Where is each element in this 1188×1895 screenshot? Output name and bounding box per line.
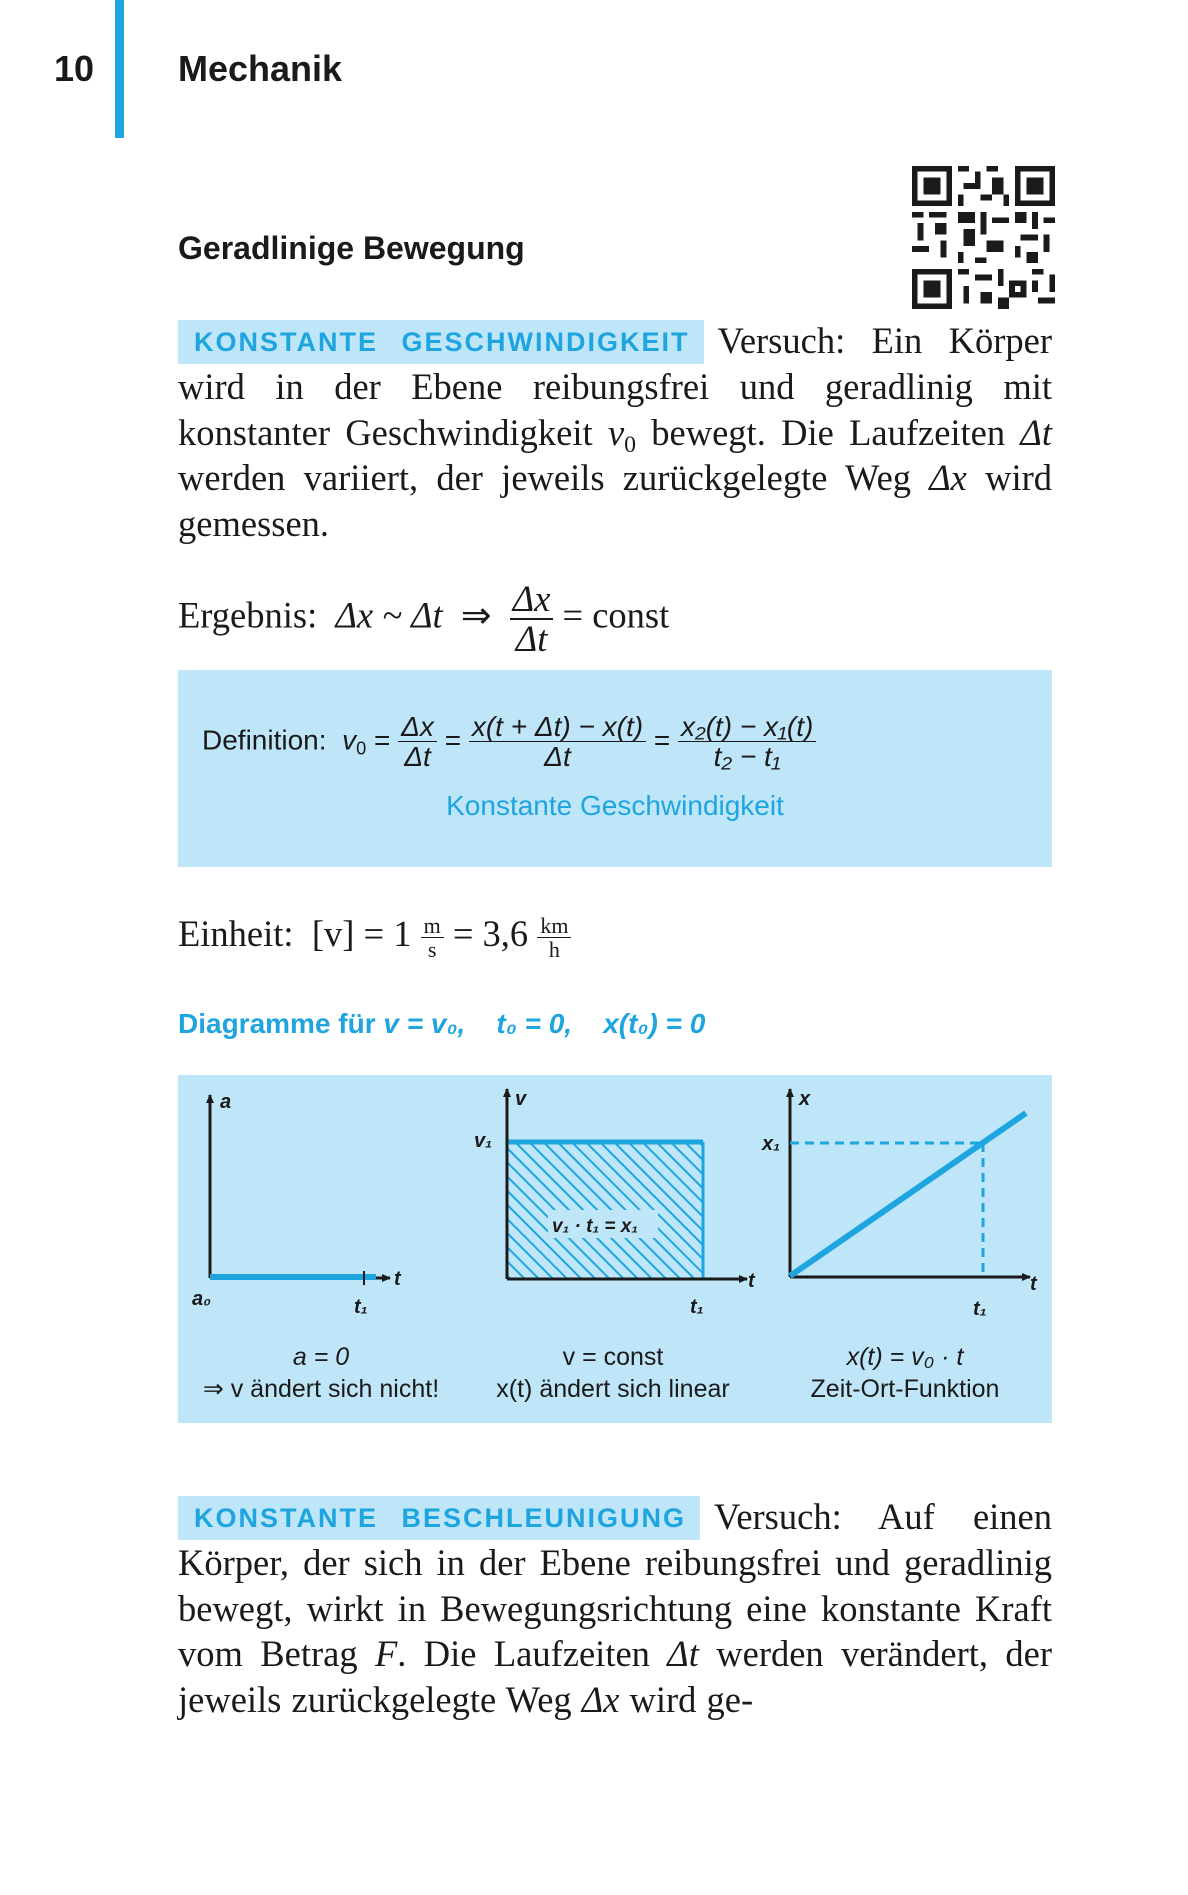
caption-velocity: [468, 1341, 758, 1405]
fraction-denominator: Δt: [398, 741, 437, 771]
definition-caption: Konstante Geschwindigkeit: [446, 790, 784, 821]
tick-label: t₁: [690, 1296, 704, 1318]
definition-formula: [202, 712, 816, 772]
caption-line: a = 0: [292, 1343, 350, 1371]
fraction-numerator: m: [423, 913, 441, 939]
caption-line: Zeit-Ort-Funktion: [810, 1375, 1000, 1403]
unit-label: Einheit:: [178, 913, 294, 954]
fraction-denominator: Δt: [510, 618, 554, 658]
caption-line: x(t) ändert sich linear: [496, 1375, 730, 1403]
area-label: v₁ · t₁ = x₁: [552, 1216, 639, 1237]
fraction: [398, 712, 437, 772]
paragraph-text: werden variiert, der jeweils zurückgelegte Weg: [178, 457, 930, 498]
fraction-denominator: Δt: [469, 741, 646, 771]
tick-label: t₁: [354, 1296, 368, 1318]
diagram-acceleration: [192, 1091, 402, 1318]
implies-symbol: ⇒: [460, 594, 492, 636]
variable: v: [607, 411, 625, 453]
fraction-denominator: t₂ − t₁: [678, 741, 816, 771]
paragraph-text: wird ge-: [619, 1678, 754, 1720]
fraction-numerator: x₂(t) − x₁(t): [681, 711, 814, 742]
diagram-position: [761, 1088, 1038, 1320]
variable: Δt: [1020, 411, 1052, 453]
experiment-label: Versuch:: [717, 320, 846, 361]
variable: Δx: [581, 1678, 620, 1720]
topic-tag: KONSTANTE GESCHWINDIGKEIT: [178, 320, 704, 364]
paragraph-text: werden verändert, der jeweils zurückgelegte Weg: [178, 1633, 1052, 1720]
caption-position: [762, 1341, 1048, 1405]
section-title: Geradlinige Bewegung: [178, 230, 525, 266]
diagram-condition: x(t₀) = 0: [603, 1008, 706, 1039]
motion-diagrams: [178, 1075, 1052, 1345]
paragraph-constant-acceleration: [178, 1494, 1052, 1722]
paragraph-text: Ein Körper wird in der Ebene reibungsfrei und geradlinig mit konstanter Geschwindigkeit: [178, 320, 1052, 453]
position-line: [790, 1113, 1026, 1276]
fraction-numerator: Δx: [512, 578, 551, 619]
y-tick-label: v₁: [474, 1130, 493, 1152]
caption-acceleration: [178, 1341, 464, 1405]
paragraph-text: Auf einen Körper, der sich in der Ebene reibungsfrei und geradlinig bewegt, wirkt in Bewegungsrichtung eine konstante Kraft vom Betrag: [178, 1496, 1052, 1674]
diagram-condition: t₀ = 0,: [496, 1008, 573, 1039]
equals-sign: =: [444, 724, 462, 756]
paragraph-text: wird gemessen.: [178, 457, 1052, 544]
equals-sign: =: [653, 724, 671, 756]
paragraph-constant-velocity: [178, 318, 1052, 546]
diagram-heading: [178, 1008, 705, 1040]
qr-code-icon[interactable]: [912, 166, 1055, 309]
origin-label: a₀: [192, 1288, 212, 1310]
caption-line: v = const: [562, 1343, 664, 1371]
paragraph-text: bewegt. Die Laufzeiten: [636, 411, 1021, 453]
result-formula: [178, 580, 669, 659]
fraction-numerator: Δx: [401, 711, 434, 742]
x-axis-label: t: [748, 1270, 755, 1292]
diagram-velocity: [474, 1088, 756, 1318]
y-tick-label: x₁: [762, 1133, 781, 1155]
fraction-denominator: s: [421, 937, 444, 961]
variable: F: [374, 1633, 398, 1674]
equals-sign: =: [373, 724, 391, 756]
unit-mid: = 3,6: [452, 913, 529, 954]
x-axis-label: t: [1030, 1273, 1037, 1295]
unit-lhs: [v] = 1: [311, 913, 412, 954]
fraction-numerator: km: [540, 913, 569, 939]
subscript: 0: [624, 431, 637, 458]
topic-tag: KONSTANTE BESCHLEUNIGUNG: [178, 1496, 700, 1540]
y-axis-label: x: [799, 1088, 811, 1110]
unit-fraction: [421, 914, 444, 961]
unit-fraction: [537, 914, 571, 961]
x-axis-label: t: [394, 1268, 401, 1290]
fraction-denominator: h: [537, 937, 571, 961]
tick-label: t₁: [973, 1298, 987, 1320]
result-label: Ergebnis:: [178, 594, 318, 636]
diagram-heading-prefix: Diagramme für: [178, 1008, 384, 1039]
result-lhs: Δx ~ Δt: [335, 594, 443, 636]
diagram-condition: v = v₀,: [383, 1008, 466, 1039]
chapter-title: Mechanik: [178, 48, 343, 89]
fraction: [469, 712, 646, 772]
fraction: [678, 712, 816, 772]
result-rhs: = const: [562, 594, 670, 636]
caption-line: ⇒ v ändert sich nicht!: [202, 1375, 440, 1403]
y-axis-label: v: [515, 1088, 527, 1110]
definition-label: Definition:: [202, 724, 327, 756]
caption-line: x(t) = v₀ · t: [846, 1343, 964, 1371]
header-accent-bar: [115, 0, 124, 138]
subscript: 0: [356, 738, 367, 759]
experiment-label: Versuch:: [714, 1496, 842, 1537]
y-axis-label: a: [220, 1091, 232, 1113]
page-number: 10: [54, 48, 95, 89]
variable: v: [342, 724, 357, 756]
unit-formula: [178, 912, 571, 961]
result-fraction: [510, 580, 554, 659]
variable: Δt: [667, 1633, 699, 1674]
fraction-numerator: x(t + Δt) − x(t): [471, 711, 644, 742]
variable: Δx: [929, 457, 967, 498]
paragraph-text: . Die Laufzeiten: [397, 1633, 668, 1674]
